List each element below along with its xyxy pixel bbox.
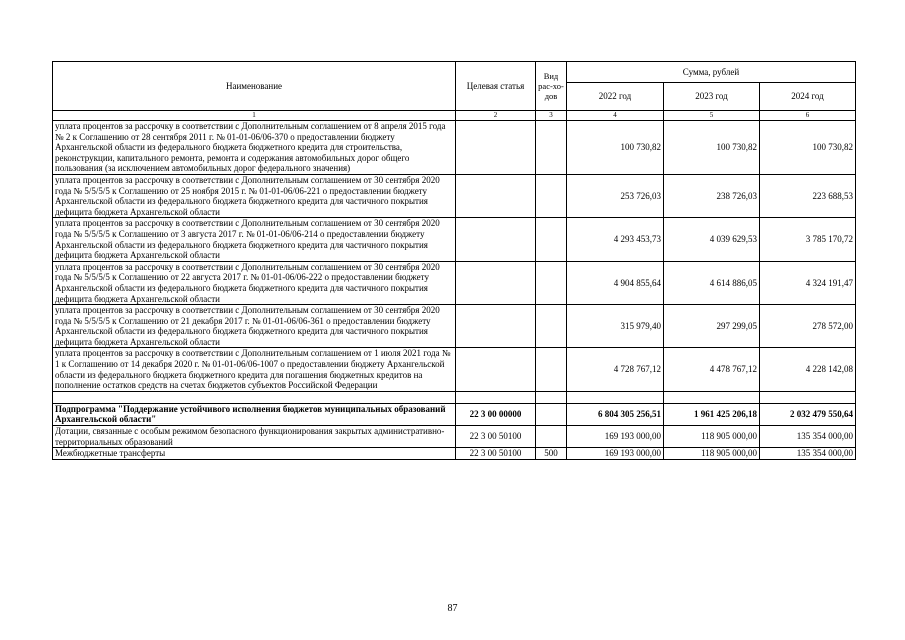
- target-cell: [456, 218, 536, 261]
- amount-2022-cell: 315 979,40: [567, 305, 664, 348]
- amount-2023-cell: 4 039 629,53: [664, 218, 760, 261]
- name-cell: уплата процентов за рассрочку в соответствии с Дополнительным соглашением от 30 сентября 2020 года № 5/5/5/5 к Соглашению от 22 августа 2017 г. № 01-01-06/06-222 о предоставлении бюджету Архангельской области из федерального бюджета бюджетного кредита для частичного покрытия дефицита бюджета Архангельской области: [53, 261, 456, 304]
- header-vid: Вид рас-хо-дов: [536, 62, 567, 111]
- column-index-cell: 2: [456, 111, 536, 121]
- name-cell: уплата процентов за рассрочку в соответствии с Дополнительным соглашением от 30 сентября 2020 года № 5/5/5/5 к Соглашению от 21 декабря 2017 г. № 01-01-06/06-361 о предоставлении бюджету Архангельской области из федерального бюджета бюджетного кредита для частичного покрытия дефицита бюджета Архангельской области: [53, 305, 456, 348]
- amount-2023-cell: 297 299,05: [664, 305, 760, 348]
- amount-2023-cell: 118 905 000,00: [664, 448, 760, 460]
- table-row: [53, 305, 856, 348]
- budget-table: [52, 61, 856, 460]
- empty-cell: [760, 391, 856, 403]
- amount-2022-cell: 253 726,03: [567, 174, 664, 217]
- header-year-2023: 2023 год: [664, 83, 760, 111]
- amount-2024-cell: 4 324 191,47: [760, 261, 856, 304]
- name-cell: уплата процентов за рассрочку в соответствии с Дополнительным соглашением от 8 апреля 2015 года № 2 к Соглашению от 28 сентября 2011 г. № 01-01-06/06-370 о предоставлении бюджету Архангельской области из федерального бюджета бюджетного кредита для строительства, реконструкции, капитального ремонта, ремонта и содержания автомобильных дорог общего пользования (за исключением автомобильных дорог федерального значения): [53, 121, 456, 175]
- amount-2023-cell: 100 730,82: [664, 121, 760, 175]
- amount-2023-cell: 4 478 767,12: [664, 348, 760, 391]
- empty-cell: [456, 391, 536, 403]
- table-row: [53, 121, 856, 175]
- amount-2024-cell: 100 730,82: [760, 121, 856, 175]
- amount-2024-cell: 278 572,00: [760, 305, 856, 348]
- table-row: [53, 218, 856, 261]
- table-row: [53, 174, 856, 217]
- table-row: [53, 261, 856, 304]
- vid-cell: [536, 218, 567, 261]
- amount-2024-cell: 135 354 000,00: [760, 426, 856, 448]
- vid-cell: [536, 348, 567, 391]
- target-cell: 22 3 00 50100: [456, 448, 536, 460]
- vid-cell: [536, 174, 567, 217]
- target-cell: [456, 305, 536, 348]
- amount-2022-cell: 169 193 000,00: [567, 426, 664, 448]
- target-cell: [456, 121, 536, 175]
- page-number: 87: [447, 603, 458, 614]
- column-index-cell: 1: [53, 111, 456, 121]
- name-cell: Подпрограмма "Поддержание устойчивого исполнения бюджетов муниципальных образований Архангельской области": [53, 403, 456, 425]
- amount-2023-cell: 1 961 425 206,18: [664, 403, 760, 425]
- table-body: [53, 111, 856, 460]
- column-index-cell: 3: [536, 111, 567, 121]
- amount-2023-cell: 4 614 886,05: [664, 261, 760, 304]
- amount-2024-cell: 135 354 000,00: [760, 448, 856, 460]
- name-cell: Дотации, связанные с особым режимом безопасного функционирования закрытых административно-территориальных образований: [53, 426, 456, 448]
- vid-cell: [536, 426, 567, 448]
- target-cell: 22 3 00 00000: [456, 403, 536, 425]
- amount-2023-cell: 238 726,03: [664, 174, 760, 217]
- amount-2024-cell: 3 785 170,72: [760, 218, 856, 261]
- table-row: [53, 426, 856, 448]
- amount-2022-cell: 4 904 855,64: [567, 261, 664, 304]
- vid-cell: 500: [536, 448, 567, 460]
- header-name: Наименование: [53, 62, 456, 111]
- target-cell: [456, 348, 536, 391]
- spacer-row: [53, 391, 856, 403]
- empty-cell: [664, 391, 760, 403]
- amount-2022-cell: 4 728 767,12: [567, 348, 664, 391]
- vid-cell: [536, 305, 567, 348]
- column-index-cell: 5: [664, 111, 760, 121]
- header-year-2022: 2022 год: [567, 83, 664, 111]
- amount-2022-cell: 169 193 000,00: [567, 448, 664, 460]
- vid-cell: [536, 403, 567, 425]
- header-target: Целевая статья: [456, 62, 536, 111]
- amount-2024-cell: 4 228 142,08: [760, 348, 856, 391]
- amount-2022-cell: 100 730,82: [567, 121, 664, 175]
- target-cell: [456, 261, 536, 304]
- empty-cell: [536, 391, 567, 403]
- column-index-cell: 4: [567, 111, 664, 121]
- column-index-row: [53, 111, 856, 121]
- table-row: [53, 403, 856, 425]
- empty-cell: [567, 391, 664, 403]
- target-cell: [456, 174, 536, 217]
- amount-2022-cell: 4 293 453,73: [567, 218, 664, 261]
- amount-2022-cell: 6 804 305 256,51: [567, 403, 664, 425]
- column-index-cell: 6: [760, 111, 856, 121]
- amount-2023-cell: 118 905 000,00: [664, 426, 760, 448]
- header-year-2024: 2024 год: [760, 83, 856, 111]
- header-sum: Сумма, рублей: [567, 62, 856, 83]
- name-cell: Межбюджетные трансферты: [53, 448, 456, 460]
- vid-cell: [536, 261, 567, 304]
- table-row: [53, 348, 856, 391]
- vid-cell: [536, 121, 567, 175]
- empty-cell: [53, 391, 456, 403]
- name-cell: уплата процентов за рассрочку в соответствии с Дополнительным соглашением от 30 сентября 2020 года № 5/5/5/5 к Соглашению от 25 ноября 2015 г. № 01-01-06/06-221 о предоставлении бюджету Архангельской области из федерального бюджета бюджетного кредита для частичного покрытия дефицита бюджета Архангельской области: [53, 174, 456, 217]
- name-cell: уплата процентов за рассрочку в соответствии с Дополнительным соглашением от 30 сентября 2020 года № 5/5/5/5 к Соглашению от 3 августа 2017 г. № 01-01-06/06-214 о предоставлении бюджету Архангельской области из федерального бюджета бюджетного кредита для частичного покрытия дефицита бюджета Архангельской области: [53, 218, 456, 261]
- amount-2024-cell: 2 032 479 550,64: [760, 403, 856, 425]
- target-cell: 22 3 00 50100: [456, 426, 536, 448]
- table-row: [53, 448, 856, 460]
- name-cell: уплата процентов за рассрочку в соответствии с Дополнительным соглашением от 1 июля 2021 года № 1 к Соглашению от 14 декабря 2020 г. № 01-01-06/06-1007 о предоставлении бюджету Архангельской области из федерального бюджета бюджетного кредита для погашения бюджетных кредитов на пополнение остатков средств на счетах бюджетов субъектов Российской Федерации: [53, 348, 456, 391]
- amount-2024-cell: 223 688,53: [760, 174, 856, 217]
